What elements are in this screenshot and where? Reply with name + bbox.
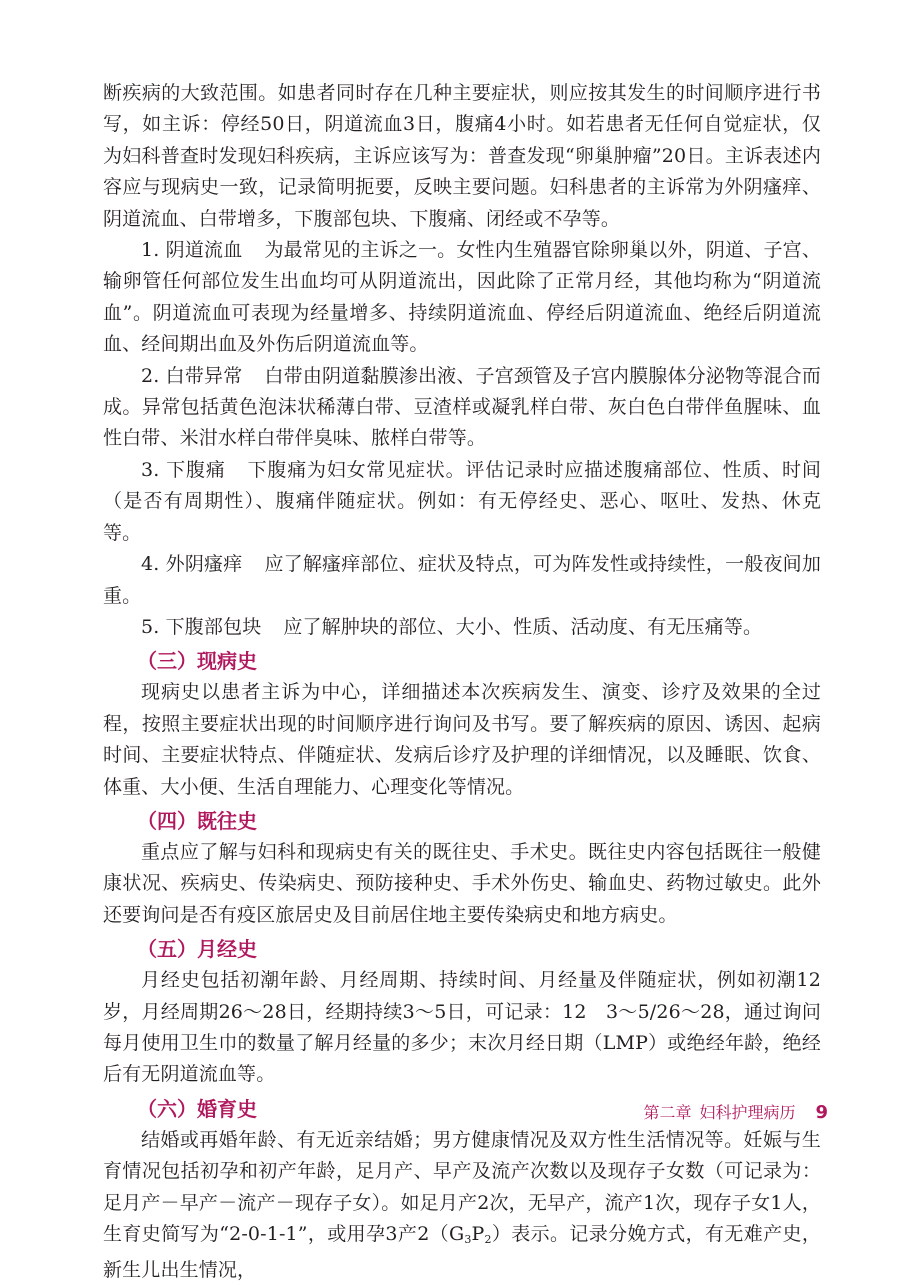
- symptom-item-text: 应了解瘙痒部位、症状及特点，可为阵发性或持续性，一般夜间加重。: [103, 553, 821, 607]
- section-text-present-illness: 现病史以患者主诉为中心，详细描述本次疾病发生、演变、诊疗及效果的全过程，按照主要症状出现的时间顺序进行询问及书写。要了解疾病的原因、诱因、起病时间、主要症状特点、伴随症状、发病后诊疗及护理的详细情况，以及睡眠、饮食、体重、大小便、生活自理能力、心理变化等情况。: [103, 681, 821, 798]
- page-number: 9: [815, 1102, 828, 1123]
- marriage-text-before: 结婚或再婚年龄、有无近亲结婚；男方健康情况及双方性生活情况等。妊娠与生育情况包括初孕和初产年龄，足月产、早产及流产次数以及现存子女数（可记录为：足月产－早产－流产－现存子女）。如足月产2次，无早产，流产1次，现存子女1人，生育史简写为“2-0-1-1”，或用孕3产2（G: [103, 1128, 821, 1245]
- symptom-item-title: 5. 下腹部包块: [141, 615, 262, 638]
- symptom-item-3: [103, 455, 821, 549]
- symptom-item-2: [103, 361, 821, 455]
- symptom-item-text: 下腹痛为妇女常见症状。评估记录时应描述腹痛部位、性质、时间（是否有周期性）、腹痛伴随症状。例如：有无停经史、恶心、呕吐、发热、休克等。: [103, 458, 821, 544]
- para-subscript: 2: [484, 1233, 492, 1246]
- symptom-item-4: [103, 549, 821, 612]
- marriage-text-mid: P: [471, 1223, 485, 1245]
- symptom-item-text: 白带由阴道黏膜渗出液、子宫颈管及子宫内膜腺体分泌物等混合而成。异常包括黄色泡沫状稀薄白带、豆渣样或凝乳样白带、灰白色白带伴鱼腥味、血性白带、米泔水样白带伴臭味、脓样白带等。: [103, 364, 821, 450]
- symptom-item-5: [103, 612, 821, 643]
- symptom-item-text: 应了解肿块的部位、大小、性质、活动度、有无压痛等。: [283, 615, 763, 638]
- symptom-item-1: [103, 235, 821, 361]
- gravida-subscript: 3: [464, 1233, 472, 1246]
- section-text-marriage-history: [103, 1125, 821, 1287]
- marriage-text-after: ）表示。记录分娩方式，有无难产史，新生儿出生情况，: [103, 1223, 821, 1282]
- section-text-menstrual-history: 月经史包括初潮年龄、月经周期、持续时间、月经量及伴随症状，例如初潮12岁，月经周期26～28日，经期持续3～5日，可记录：12 3～5/26～28，通过询问每月使用卫生巾的数量了解月经量的多少；末次月经日期（LMP）或绝经年龄，绝经后有无阴道流血等。: [103, 969, 821, 1086]
- symptom-item-title: 3. 下腹痛: [141, 458, 226, 481]
- symptom-item-title: 4. 外阴瘙痒: [141, 553, 243, 576]
- section-heading-present-illness: （三）现病史: [137, 649, 257, 674]
- symptom-item-text: 为最常见的主诉之一。女性内生殖器官除卵巢以外，阴道、子宫、输卵管任何部位发生出血均可从阴道流出，因此除了正常月经，其他均称为“阴道流血”。阴道流血可表现为经量增多、持续阴道流血、停经后阴道流血、绝经后阴道流血、经间期出血及外伤后阴道流血等。: [103, 239, 821, 356]
- footer-chapter-title: 妇科护理病历: [699, 1103, 796, 1122]
- section-heading-past-history: （四）既往史: [137, 808, 257, 833]
- intro-paragraph: 断疾病的大致范围。如患者同时存在几种主要症状，则应按其发生的时间顺序进行书写，如主诉：停经50日，阴道流血3日，腹痛4小时。如若患者无任何自觉症状，仅为妇科普查时发现妇科疾病，主诉应该写为：普查发现“卵巢肿瘤”20日。主诉表述内容应与现病史一致，记录简明扼要，反映主要问题。妇科患者的主诉常为外阴瘙痒、阴道流血、白带增多，下腹部包块、下腹痛、闭经或不孕等。: [103, 82, 821, 230]
- section-text-past-history: 重点应了解与妇科和现病史有关的既往史、手术史。既往史内容包括既往一般健康状况、疾病史、传染病史、预防接种史、手术外伤史、输血史、药物过敏史。此外还要询问是否有疫区旅居史及目前居住地主要传染病史和地方病史。: [103, 840, 821, 926]
- symptom-item-title: 1. 阴道流血: [141, 239, 243, 262]
- page-footer: [600, 1100, 828, 1123]
- section-heading-menstrual-history: （五）月经史: [137, 937, 257, 962]
- section-heading-marriage-history: （六）婚育史: [137, 1096, 257, 1121]
- footer-chapter: 第二章: [643, 1103, 692, 1122]
- symptom-item-title: 2. 白带异常: [141, 364, 243, 387]
